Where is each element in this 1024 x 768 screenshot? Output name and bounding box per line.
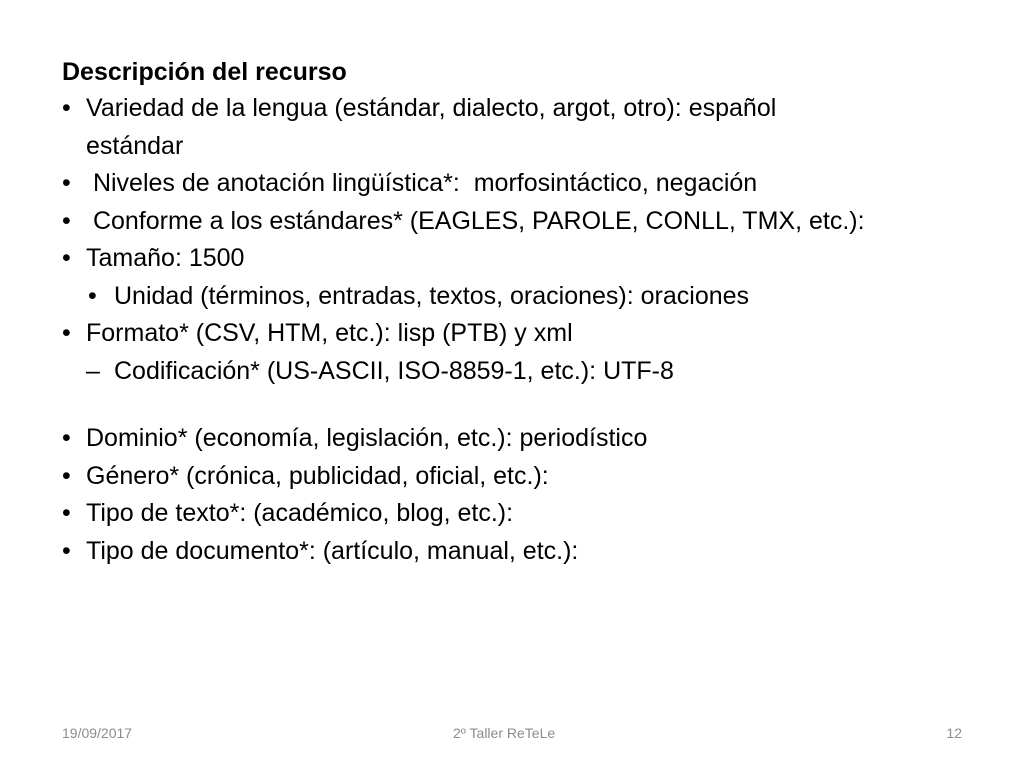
bullet-item-dominio — [62, 420, 982, 458]
bullet-item-tipo-documento — [62, 533, 982, 571]
bullet-item-niveles — [62, 165, 982, 203]
bullet-item-variedad-continuation — [62, 128, 982, 166]
bullet-text: Tipo de documento*: (artículo, manual, etc.): — [86, 536, 579, 565]
sub-bullet-item-unidad — [62, 278, 982, 316]
bullet-icon: • — [62, 319, 71, 347]
slide-content — [62, 54, 982, 570]
sub-dash-item-codificacion — [62, 353, 982, 391]
bullet-text: Tipo de texto*: (académico, blog, etc.): — [86, 499, 514, 527]
bullet-item-tamano — [62, 240, 982, 278]
bullet-icon: • — [62, 206, 71, 235]
bullet-icon: • — [62, 461, 71, 490]
footer-date: 19/09/2017 — [62, 725, 133, 741]
bullet-icon: • — [62, 244, 71, 272]
bullet-text: Unidad (términos, entradas, textos, oraciones): oraciones — [114, 281, 750, 310]
slide-heading: Descripción del recurso — [62, 58, 347, 86]
bullet-text: Conforme a los estándares* (EAGLES, PAROLE, CONLL, TMX, etc.): — [86, 206, 865, 235]
bullet-text: estándar — [86, 131, 184, 160]
bullet-item-conforme — [62, 203, 982, 241]
bullet-item-variedad — [62, 90, 982, 128]
bullet-text: Dominio* (economía, legislación, etc.): periodístico — [86, 424, 648, 452]
bullet-text: Niveles de anotación lingüística*: morfosintáctico, negación — [86, 169, 758, 197]
bullet-icon: • — [62, 169, 71, 197]
bullet-text: Tamaño: 1500 — [86, 244, 245, 272]
bullet-icon: • — [62, 536, 71, 565]
bullet-icon: • — [62, 424, 71, 452]
bullet-icon: • — [62, 94, 71, 122]
footer-page-number: 12 — [946, 725, 962, 741]
bullet-text: Género* (crónica, publicidad, oficial, etc.): — [86, 461, 549, 490]
spacer — [62, 390, 982, 420]
bullet-icon: • — [62, 499, 71, 527]
bullet-text: Codificación* (US-ASCII, ISO-8859-1, etc.): UTF-8 — [114, 356, 674, 385]
bullet-text: Formato* (CSV, HTM, etc.): lisp (PTB) y xml — [86, 319, 573, 347]
dash-icon: – — [86, 356, 100, 385]
bullet-icon: • — [88, 281, 97, 310]
bullet-item-tipo-texto — [62, 495, 982, 533]
bullet-item-genero — [62, 458, 982, 496]
footer-title: 2º Taller ReTeLe — [453, 725, 556, 741]
bullet-item-formato — [62, 315, 982, 353]
bullet-text: Variedad de la lengua (estándar, dialecto, argot, otro): español — [86, 94, 777, 122]
